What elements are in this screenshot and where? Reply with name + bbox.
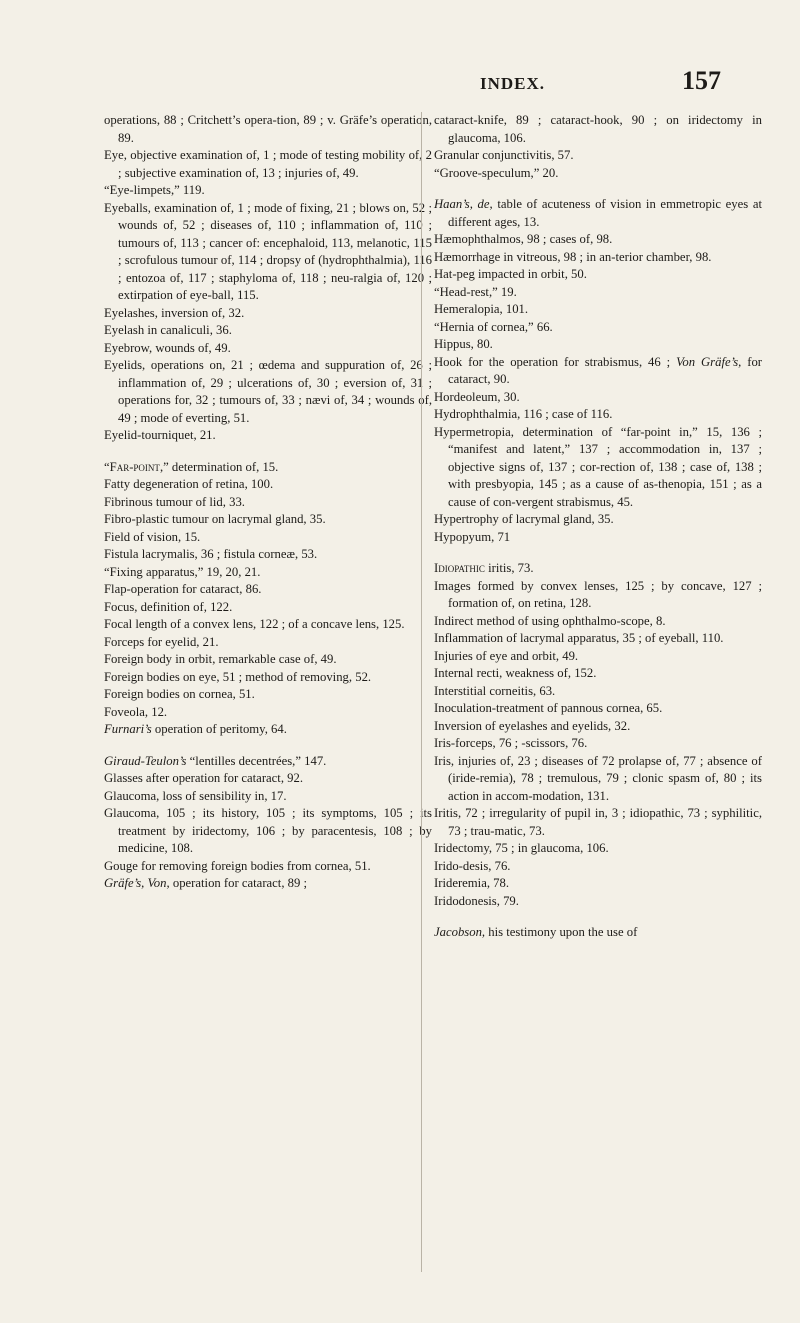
index-entry: Glaucoma, loss of sensibility in, 17. bbox=[104, 788, 287, 803]
index-entry: Fibrinous tumour of lid, 33. bbox=[104, 494, 245, 509]
index-entry: Glasses after operation for cataract, 92. bbox=[104, 771, 304, 785]
index-entry: Eyelids, operations on, 21 ; œdema and suppuration of, 26 ; inflammation of, 29 ; ulcerations of, 30 ; eversion of, 31 ; operations for, 32 ; tumours of, 33 ; nævi of, 34 ; wounds of, 49 ; mode of everting, 51. bbox=[104, 358, 432, 425]
index-entry: Inversion of eyelashes and eyelids, 32. bbox=[434, 718, 631, 733]
index-entry: Gräfe’s, Von, operation for cataract, 89 ; bbox=[104, 876, 308, 890]
index-entry: Eyelashes, inversion of, 32. bbox=[104, 305, 245, 320]
index-entry: Iris, injuries of, 23 ; diseases of 72 prolapse of, 77 ; absence of (iride-remia), 78 ; tremulous, 79 ; clonic spasm of, 80 ; its action in accom-modation, 131. bbox=[434, 753, 762, 803]
index-entry: Fibro-plastic tumour on lacrymal gland, 35. bbox=[104, 512, 326, 526]
index-column-right bbox=[434, 112, 762, 942]
page-number: 157 bbox=[682, 66, 721, 95]
index-entry: Hippus, 80. bbox=[434, 337, 493, 351]
page-header bbox=[0, 62, 800, 102]
index-column-left bbox=[104, 112, 432, 893]
index-entry: Foreign bodies on eye, 51 ; method of removing, 52. bbox=[104, 669, 372, 684]
index-entry: Iritis, 72 ; irregularity of pupil in, 3 ; idiopathic, 73 ; syphilitic, 73 ; trau-matic, 73. bbox=[434, 806, 762, 838]
index-entry: Indirect method of using ophthalmo-scope, 8. bbox=[434, 613, 666, 628]
index-entry: Focus, definition of, 122. bbox=[104, 599, 233, 614]
index-entry: Foveola, 12. bbox=[104, 704, 168, 719]
index-entry: Hypopyum, 71 bbox=[434, 529, 511, 544]
column-divider bbox=[421, 112, 422, 1272]
index-entry: Field of vision, 15. bbox=[104, 529, 201, 544]
index-entry: Hypermetropia, determination of “far-point in,” 15, 136 ; “manifest and latent,” 137 ; accommodation in, 137 ; objective signs of, 137 ; cor-rection of, 138 ; case of, 138 ; with presbyopia, 145 ; as a cause of as-thenopia, 151 ; as a cause of con-vergent strabismus, 45. bbox=[434, 424, 762, 509]
index-entry: Interstitial corneitis, 63. bbox=[434, 683, 556, 698]
index-entry: Hæmophthalmos, 98 ; cases of, 98. bbox=[434, 232, 613, 246]
index-entry: Iris-forceps, 76 ; -scissors, 76. bbox=[434, 736, 588, 750]
index-entry: Hook for the operation for strabismus, 46 ; Von Gräfe’s, for cataract, 90. bbox=[434, 354, 763, 386]
index-entry: Flap-operation for cataract, 86. bbox=[104, 582, 262, 596]
index-entry: Focal length of a convex lens, 122 ; of a concave lens, 125. bbox=[104, 617, 405, 631]
index-entry: Internal recti, weakness of, 152. bbox=[434, 666, 597, 680]
index-entry: Eye, objective examination of, 1 ; mode of testing mobility of, 2 ; subjective examination of, 13 ; injuries of, 49. bbox=[104, 148, 432, 180]
index-entry: Gouge for removing foreign bodies from cornea, 51. bbox=[104, 858, 371, 873]
index-entry: Eyebrow, wounds of, 49. bbox=[104, 340, 231, 355]
index-entry: “Fixing apparatus,” 19, 20, 21. bbox=[104, 564, 261, 579]
index-entry: “Hernia of cornea,” 66. bbox=[434, 319, 553, 334]
index-entry: Images formed by convex lenses, 125 ; by concave, 127 ; formation of, on retina, 128. bbox=[434, 578, 762, 610]
index-entry: cataract-knife, 89 ; cataract-hook, 90 ; on iridectomy in glaucoma, 106. bbox=[434, 113, 762, 145]
index-entry: Iridodonesis, 79. bbox=[434, 893, 519, 908]
index-entry: Fistula lacrymalis, 36 ; fistula corneæ, 53. bbox=[104, 547, 318, 561]
index-entry: “Head-rest,” 19. bbox=[434, 284, 517, 299]
index-entry: Fatty degeneration of retina, 100. bbox=[104, 477, 274, 491]
index-entry: Haan’s, de, table of acuteness of vision in emmetropic eyes at different ages, 13. bbox=[434, 197, 762, 229]
index-entry: Foreign body in orbit, remarkable case of, 49. bbox=[104, 652, 337, 666]
index-entry: Furnari’s operation of peritomy, 64. bbox=[104, 722, 287, 736]
index-entry: Giraud-Teulon’s “lentilles decentrées,” 147. bbox=[104, 753, 327, 768]
index-entry: Hæmorrhage in vitreous, 98 ; in an-terior chamber, 98. bbox=[434, 249, 712, 264]
index-entry: “Far-point,” determination of, 15. bbox=[104, 459, 279, 474]
index-entry: Hypertrophy of lacrymal gland, 35. bbox=[434, 512, 614, 526]
index-entry: operations, 88 ; Critchett’s opera-tion, 89 ; v. Gräfe’s operation, 89. bbox=[104, 113, 432, 145]
index-entry: Eyelash in canaliculi, 36. bbox=[104, 323, 232, 337]
index-entry: Hemeralopia, 101. bbox=[434, 302, 529, 316]
index-entry: Hydrophthalmia, 116 ; case of 116. bbox=[434, 407, 613, 421]
index-entry: Irido-desis, 76. bbox=[434, 858, 511, 873]
index-entry: Inflammation of lacrymal apparatus, 35 ; of eyeball, 110. bbox=[434, 631, 724, 645]
index-entry: Foreign bodies on cornea, 51. bbox=[104, 687, 255, 701]
index-entry: “Groove-speculum,” 20. bbox=[434, 165, 559, 180]
index-entry: Hat-peg impacted in orbit, 50. bbox=[434, 267, 587, 281]
index-entry: Irideremia, 78. bbox=[434, 876, 510, 890]
index-entry: Forceps for eyelid, 21. bbox=[104, 634, 219, 649]
index-entry: Granular conjunctivitis, 57. bbox=[434, 148, 574, 162]
index-entry: Iridectomy, 75 ; in glaucoma, 106. bbox=[434, 841, 609, 855]
index-entry: Injuries of eye and orbit, 49. bbox=[434, 648, 579, 663]
index-entry: Idiopathic iritis, 73. bbox=[434, 561, 534, 575]
index-entry: Eyeballs, examination of, 1 ; mode of fixing, 21 ; blows on, 52 ; wounds of, 52 ; diseases of, 110 ; inflammation of, 110 ; tumours of, 113 ; cancer of: encephaloid, 113, melanotic, 115 ; scrofulous tumour of, 114 ; dropsy of (hydrophthalmia), 116 ; entozoa of, 117 ; staphyloma of, 118 ; neu-ralgia of, 120 ; extirpation of eye-ball, 115. bbox=[104, 200, 432, 302]
index-entry: Inoculation-treatment of pannous cornea, 65. bbox=[434, 701, 663, 715]
index-entry: “Eye-limpets,” 119. bbox=[104, 183, 205, 197]
index-entry: Hordeoleum, 30. bbox=[434, 389, 520, 404]
index-entry: Jacobson, his testimony upon the use of bbox=[434, 925, 638, 939]
running-head: INDEX. bbox=[480, 74, 546, 93]
index-entry: Eyelid-tourniquet, 21. bbox=[104, 428, 216, 442]
index-entry: Glaucoma, 105 ; its history, 105 ; its symptoms, 105 ; its treatment by iridectomy, 106 ; by paracentesis, 108 ; by medicine, 108. bbox=[104, 806, 432, 855]
